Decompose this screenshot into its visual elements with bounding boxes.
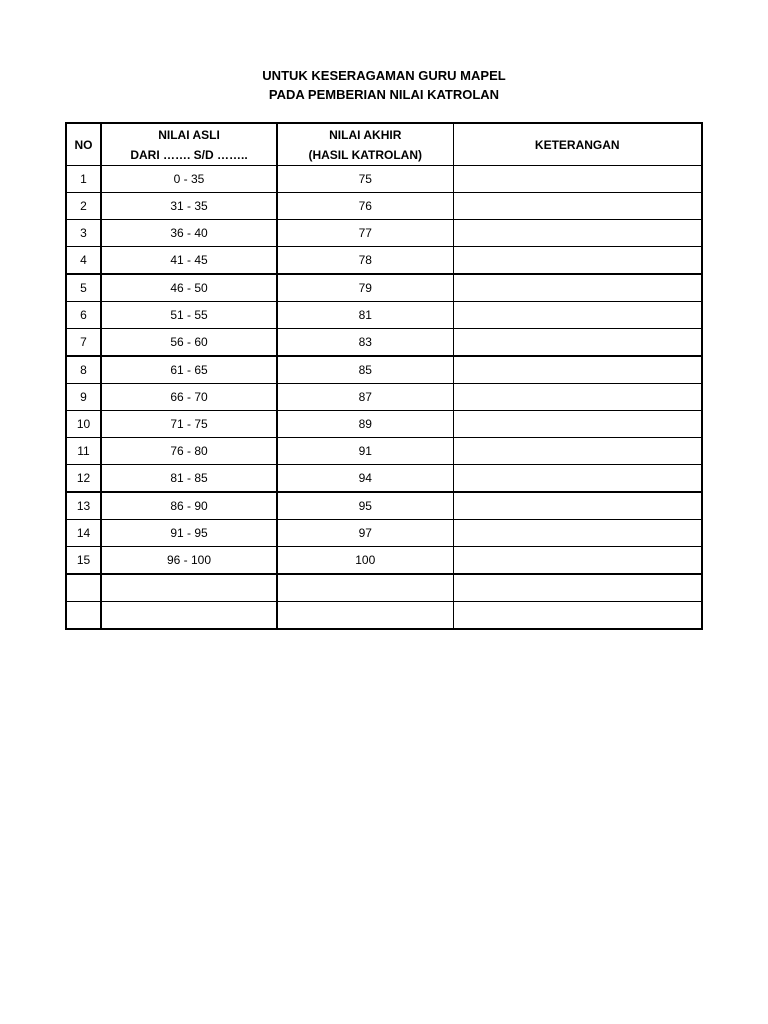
cell-nilai-akhir (277, 602, 453, 630)
header-nilai-asli (101, 123, 277, 166)
cell-keterangan (453, 574, 702, 602)
cell-keterangan (453, 602, 702, 630)
header-nilai-akhir (277, 123, 453, 166)
table-header-row (66, 123, 702, 166)
table-row (66, 356, 702, 384)
table-row (66, 547, 702, 575)
cell-nilai-asli: 66 - 70 (101, 384, 277, 411)
cell-nilai-akhir: 91 (277, 438, 453, 465)
cell-no: 8 (66, 356, 101, 384)
table-row (66, 220, 702, 247)
cell-no: 4 (66, 247, 101, 275)
katrolan-table (65, 122, 703, 630)
cell-no: 1 (66, 166, 101, 193)
cell-no: 5 (66, 274, 101, 302)
cell-no: 11 (66, 438, 101, 465)
cell-nilai-asli: 86 - 90 (101, 492, 277, 520)
header-nilai-akhir-line2: (HASIL KATROLAN) (308, 147, 423, 162)
table-row (66, 438, 702, 465)
table-row (66, 384, 702, 411)
table-row (66, 247, 702, 275)
cell-nilai-akhir: 75 (277, 166, 453, 193)
cell-nilai-akhir: 89 (277, 411, 453, 438)
cell-nilai-asli: 51 - 55 (101, 302, 277, 329)
table-row (66, 492, 702, 520)
cell-nilai-akhir: 97 (277, 520, 453, 547)
header-nilai-asli-line1: NILAI ASLI (158, 127, 220, 142)
cell-keterangan (453, 274, 702, 302)
header-no: NO (66, 123, 101, 166)
table-row (66, 520, 702, 547)
table-row (66, 166, 702, 193)
cell-nilai-asli: 71 - 75 (101, 411, 277, 438)
table-row (66, 329, 702, 357)
title-line-2: PADA PEMBERIAN NILAI KATROLAN (268, 87, 500, 102)
cell-nilai-asli: 46 - 50 (101, 274, 277, 302)
cell-nilai-akhir: 76 (277, 193, 453, 220)
cell-no: 14 (66, 520, 101, 547)
cell-nilai-asli: 96 - 100 (101, 547, 277, 575)
cell-no: 12 (66, 465, 101, 493)
cell-no: 6 (66, 302, 101, 329)
title-line-1: UNTUK KESERAGAMAN GURU MAPEL (262, 68, 506, 83)
cell-no (66, 574, 101, 602)
table-row (66, 465, 702, 493)
table-row (66, 193, 702, 220)
cell-no (66, 602, 101, 630)
cell-nilai-akhir (277, 574, 453, 602)
header-nilai-akhir-line1: NILAI AKHIR (329, 127, 402, 142)
cell-nilai-akhir: 77 (277, 220, 453, 247)
header-keterangan: KETERANGAN (453, 123, 702, 166)
cell-nilai-asli: 61 - 65 (101, 356, 277, 384)
table-body (66, 166, 702, 630)
cell-nilai-akhir: 78 (277, 247, 453, 275)
table-row (66, 274, 702, 302)
cell-nilai-asli: 41 - 45 (101, 247, 277, 275)
cell-nilai-akhir: 83 (277, 329, 453, 357)
cell-nilai-asli: 81 - 85 (101, 465, 277, 493)
cell-nilai-asli: 76 - 80 (101, 438, 277, 465)
cell-keterangan (453, 547, 702, 575)
cell-nilai-akhir: 100 (277, 547, 453, 575)
cell-no: 7 (66, 329, 101, 357)
cell-nilai-akhir: 87 (277, 384, 453, 411)
cell-keterangan (453, 220, 702, 247)
cell-nilai-asli: 0 - 35 (101, 166, 277, 193)
cell-nilai-asli (101, 602, 277, 630)
cell-no: 3 (66, 220, 101, 247)
cell-nilai-akhir: 94 (277, 465, 453, 493)
cell-keterangan (453, 438, 702, 465)
cell-no: 2 (66, 193, 101, 220)
cell-no: 10 (66, 411, 101, 438)
cell-nilai-asli: 91 - 95 (101, 520, 277, 547)
cell-nilai-akhir: 95 (277, 492, 453, 520)
header-nilai-asli-line2: DARI ……. S/D …….. (130, 147, 248, 162)
cell-keterangan (453, 329, 702, 357)
cell-nilai-akhir: 81 (277, 302, 453, 329)
cell-keterangan (453, 166, 702, 193)
table-row (66, 411, 702, 438)
cell-keterangan (453, 302, 702, 329)
table-row (66, 302, 702, 329)
cell-nilai-akhir: 85 (277, 356, 453, 384)
cell-keterangan (453, 356, 702, 384)
table-row (66, 574, 702, 602)
cell-keterangan (453, 520, 702, 547)
cell-keterangan (453, 465, 702, 493)
cell-nilai-akhir: 79 (277, 274, 453, 302)
document-title (0, 66, 768, 104)
cell-keterangan (453, 384, 702, 411)
cell-no: 13 (66, 492, 101, 520)
cell-no: 9 (66, 384, 101, 411)
cell-nilai-asli (101, 574, 277, 602)
cell-keterangan (453, 492, 702, 520)
cell-nilai-asli: 36 - 40 (101, 220, 277, 247)
cell-nilai-asli: 31 - 35 (101, 193, 277, 220)
table-row (66, 602, 702, 630)
cell-keterangan (453, 247, 702, 275)
cell-nilai-asli: 56 - 60 (101, 329, 277, 357)
cell-keterangan (453, 411, 702, 438)
cell-no: 15 (66, 547, 101, 575)
cell-keterangan (453, 193, 702, 220)
